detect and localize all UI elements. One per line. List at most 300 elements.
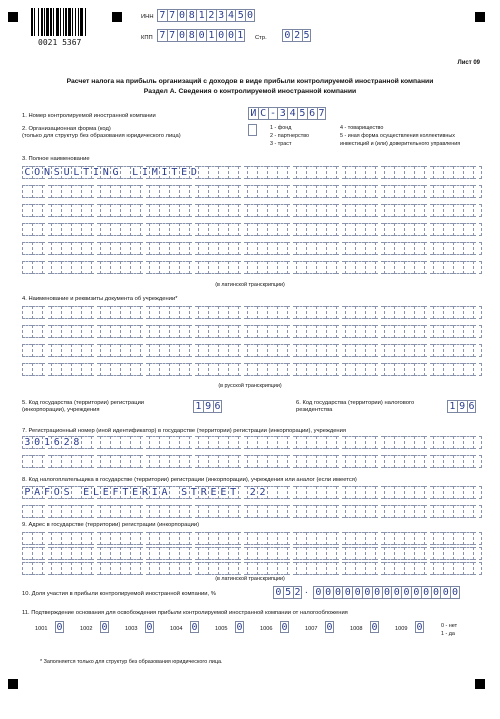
field-2-box[interactable] <box>248 124 257 136</box>
field-9-cell[interactable] <box>238 547 248 560</box>
field-3-cell[interactable] <box>218 242 228 255</box>
field-3-cell[interactable] <box>247 166 257 179</box>
field-3-cell[interactable] <box>267 242 277 255</box>
field-8-cell[interactable] <box>473 505 483 518</box>
field-1-char[interactable]: С <box>258 107 268 120</box>
field-3-cell[interactable] <box>394 261 404 274</box>
field-4-cell[interactable] <box>218 325 228 338</box>
field-4-cell[interactable] <box>326 325 336 338</box>
field-9-cell[interactable] <box>110 562 120 575</box>
field-8-cell[interactable]: 2 <box>247 486 257 499</box>
field-3-cell[interactable] <box>355 261 365 274</box>
field-4-cell[interactable] <box>365 363 375 376</box>
field-4-cell[interactable] <box>228 363 238 376</box>
field-4-cell[interactable] <box>257 325 267 338</box>
field-4-cell[interactable] <box>42 344 52 357</box>
field-9-cell[interactable] <box>110 547 120 560</box>
field-7-cell[interactable] <box>394 455 404 468</box>
field-7-cell[interactable] <box>463 436 473 449</box>
field-9-cell[interactable] <box>42 547 52 560</box>
field-3-cell[interactable] <box>110 242 120 255</box>
field-4-cell[interactable] <box>71 325 81 338</box>
field-9-cell[interactable] <box>473 532 483 545</box>
field-3-cell[interactable] <box>71 242 81 255</box>
field-9-cell[interactable] <box>120 547 130 560</box>
field-3-cell[interactable] <box>238 204 248 217</box>
field-7-cell[interactable] <box>394 436 404 449</box>
field-9-cell[interactable] <box>61 547 71 560</box>
field-3-cell[interactable] <box>473 261 483 274</box>
field-3-cell[interactable] <box>345 166 355 179</box>
field-4-cell[interactable] <box>355 306 365 319</box>
field-9-cell[interactable] <box>189 532 199 545</box>
field-4-cell[interactable] <box>120 363 130 376</box>
field-9-cell[interactable] <box>287 547 297 560</box>
field-3-cell[interactable] <box>473 185 483 198</box>
field-9-cell[interactable] <box>375 562 385 575</box>
field-4-cell[interactable] <box>42 363 52 376</box>
field-9-cell[interactable] <box>316 562 326 575</box>
page-digit[interactable]: 0 <box>282 29 292 42</box>
field-9-cell[interactable] <box>404 562 414 575</box>
field-7-cell[interactable] <box>208 436 218 449</box>
field-9-cell[interactable] <box>169 547 179 560</box>
field-3-cell[interactable] <box>130 242 140 255</box>
field-3-cell[interactable] <box>218 185 228 198</box>
field-9-cell[interactable] <box>296 532 306 545</box>
field-7-cell[interactable] <box>179 455 189 468</box>
inn-digit[interactable]: 8 <box>186 9 196 22</box>
field-9-cell[interactable] <box>404 547 414 560</box>
field-4-cell[interactable] <box>22 363 32 376</box>
field-4-cell[interactable] <box>51 363 61 376</box>
field-4-cell[interactable] <box>218 363 228 376</box>
field-7-row[interactable] <box>22 455 482 468</box>
field-3-cell[interactable] <box>433 242 443 255</box>
field-8-cell[interactable] <box>365 486 375 499</box>
field-3-cell[interactable] <box>267 261 277 274</box>
field-3-cell[interactable] <box>365 185 375 198</box>
field-8-cell[interactable] <box>306 486 316 499</box>
field-9-cell[interactable] <box>238 562 248 575</box>
field-3-cell[interactable] <box>100 223 110 236</box>
field-3-cell[interactable] <box>424 261 434 274</box>
field-3-cell[interactable] <box>218 261 228 274</box>
field-4-cell[interactable] <box>51 325 61 338</box>
field-7-cell[interactable] <box>71 455 81 468</box>
field-3-cell[interactable] <box>433 166 443 179</box>
field-7-cell[interactable] <box>453 455 463 468</box>
field-3-cell[interactable] <box>306 223 316 236</box>
field-11-code-box[interactable]: 0 <box>281 622 288 633</box>
field-3-cell[interactable] <box>100 185 110 198</box>
field-7-cell[interactable] <box>433 455 443 468</box>
field-1-char[interactable]: - <box>268 107 278 120</box>
field-7-cell[interactable] <box>384 436 394 449</box>
inn-digit[interactable]: 5 <box>235 9 245 22</box>
field-4-cell[interactable] <box>306 325 316 338</box>
field-7-cell[interactable] <box>91 455 101 468</box>
field-3-row[interactable] <box>22 185 482 198</box>
field-3-cell[interactable] <box>433 204 443 217</box>
field-7-cell[interactable] <box>296 455 306 468</box>
field-4-cell[interactable] <box>110 325 120 338</box>
field-3-cell[interactable] <box>316 242 326 255</box>
field-9-cell[interactable] <box>384 547 394 560</box>
field-10-frac-digit[interactable]: 0 <box>382 586 392 599</box>
field-3-cell[interactable] <box>384 185 394 198</box>
field-3-cell[interactable] <box>22 204 32 217</box>
field-3-cell[interactable] <box>189 185 199 198</box>
field-10-frac-digit[interactable]: 0 <box>431 586 441 599</box>
field-9-cell[interactable] <box>228 562 238 575</box>
field-3-cell[interactable] <box>433 185 443 198</box>
field-9-cell[interactable] <box>140 547 150 560</box>
field-4-cell[interactable] <box>140 344 150 357</box>
field-3-cell[interactable] <box>208 261 218 274</box>
field-3-cell[interactable] <box>71 223 81 236</box>
field-9-cell[interactable] <box>355 547 365 560</box>
field-4-cell[interactable] <box>130 306 140 319</box>
field-4-cell[interactable] <box>140 325 150 338</box>
field-3-cell[interactable] <box>140 223 150 236</box>
field-4-cell[interactable] <box>316 344 326 357</box>
field-3-cell[interactable] <box>336 166 346 179</box>
field-3-cell[interactable] <box>336 223 346 236</box>
field-3-cell[interactable] <box>91 185 101 198</box>
field-4-cell[interactable] <box>247 363 257 376</box>
field-4-cell[interactable] <box>345 325 355 338</box>
field-9-cell[interactable] <box>179 562 189 575</box>
field-8-cell[interactable] <box>316 486 326 499</box>
field-9-cell[interactable] <box>345 547 355 560</box>
field-8-cell[interactable]: R <box>198 486 208 499</box>
field-3-cell[interactable] <box>453 261 463 274</box>
field-4-cell[interactable] <box>22 306 32 319</box>
field-9-cell[interactable] <box>433 547 443 560</box>
field-3-cell[interactable] <box>208 166 218 179</box>
field-3-cell[interactable] <box>316 204 326 217</box>
field-9-cell[interactable] <box>375 532 385 545</box>
field-3-cell[interactable] <box>316 223 326 236</box>
field-8-cell[interactable]: E <box>130 486 140 499</box>
field-7-cell[interactable]: 1 <box>42 436 52 449</box>
field-4-cell[interactable] <box>424 344 434 357</box>
field-7-cell[interactable] <box>238 436 248 449</box>
field-7-cell[interactable] <box>159 455 169 468</box>
field-4-cell[interactable] <box>404 325 414 338</box>
field-3-cell[interactable]: C <box>22 166 32 179</box>
field-8-cell[interactable] <box>247 505 257 518</box>
field-9-cell[interactable] <box>453 562 463 575</box>
field-8-cell[interactable] <box>336 505 346 518</box>
field-3-cell[interactable] <box>120 166 130 179</box>
field-3-cell[interactable] <box>169 242 179 255</box>
field-3-cell[interactable] <box>355 204 365 217</box>
field-3-cell[interactable] <box>140 185 150 198</box>
field-8-cell[interactable] <box>316 505 326 518</box>
field-7-cell[interactable] <box>316 436 326 449</box>
field-8-cell[interactable] <box>61 505 71 518</box>
field-7-cell[interactable] <box>238 455 248 468</box>
field-4-cell[interactable] <box>100 325 110 338</box>
field-7-cell[interactable] <box>198 455 208 468</box>
field-4-cell[interactable] <box>42 306 52 319</box>
field-4-cell[interactable] <box>257 306 267 319</box>
field-7-cell[interactable] <box>198 436 208 449</box>
field-3-cell[interactable] <box>326 185 336 198</box>
field-4-cell[interactable] <box>336 363 346 376</box>
field-4-cell[interactable] <box>169 344 179 357</box>
field-8-cell[interactable] <box>238 505 248 518</box>
field-7-cell[interactable] <box>140 455 150 468</box>
field-4-cell[interactable] <box>463 344 473 357</box>
field-4-cell[interactable] <box>51 344 61 357</box>
field-3-cell[interactable] <box>404 261 414 274</box>
field-4-cell[interactable] <box>149 363 159 376</box>
field-3-cell[interactable] <box>473 242 483 255</box>
field-9-cell[interactable] <box>394 562 404 575</box>
field-3-cell[interactable] <box>375 242 385 255</box>
field-3-cell[interactable] <box>228 261 238 274</box>
field-7-cell[interactable] <box>218 436 228 449</box>
field-4-cell[interactable] <box>424 306 434 319</box>
field-4-cell[interactable] <box>257 344 267 357</box>
field-3-cell[interactable] <box>473 223 483 236</box>
field-10-int-digit[interactable]: 2 <box>294 587 301 598</box>
field-7-cell[interactable] <box>473 436 483 449</box>
field-11-code-box[interactable]: 0 <box>371 622 378 633</box>
field-4-cell[interactable] <box>120 325 130 338</box>
field-3-cell[interactable] <box>22 185 32 198</box>
field-4-cell[interactable] <box>404 363 414 376</box>
field-3-cell[interactable] <box>51 242 61 255</box>
field-7-cell[interactable] <box>120 455 130 468</box>
field-8-cell[interactable]: F <box>42 486 52 499</box>
field-3-cell[interactable] <box>473 166 483 179</box>
field-8-cell[interactable] <box>433 505 443 518</box>
field-3-cell[interactable] <box>326 204 336 217</box>
field-5-cells[interactable] <box>193 400 222 413</box>
field-7-cell[interactable] <box>32 455 42 468</box>
field-3-cell[interactable] <box>149 185 159 198</box>
field-7-cell[interactable] <box>130 436 140 449</box>
field-3-cell[interactable] <box>306 242 316 255</box>
field-3-cell[interactable] <box>257 204 267 217</box>
field-3-cell[interactable] <box>91 223 101 236</box>
field-5-digit[interactable]: 6 <box>214 401 221 412</box>
field-3-cell[interactable] <box>394 223 404 236</box>
field-9-cell[interactable] <box>91 532 101 545</box>
field-8-cell[interactable] <box>384 486 394 499</box>
field-3-cell[interactable] <box>355 242 365 255</box>
field-9-cell[interactable] <box>326 562 336 575</box>
field-7-cell[interactable] <box>355 436 365 449</box>
field-9-cell[interactable] <box>414 532 424 545</box>
field-9-cell[interactable] <box>22 562 32 575</box>
field-8-row[interactable] <box>22 505 482 518</box>
field-9-cell[interactable] <box>404 532 414 545</box>
field-8-cell[interactable] <box>473 486 483 499</box>
field-9-cell[interactable] <box>22 547 32 560</box>
field-8-cell[interactable]: E <box>100 486 110 499</box>
field-7-cell[interactable] <box>375 455 385 468</box>
field-3-cell[interactable] <box>247 223 257 236</box>
field-8-cell[interactable] <box>71 486 81 499</box>
field-8-cell[interactable] <box>404 486 414 499</box>
field-9-cell[interactable] <box>169 532 179 545</box>
field-8-cell[interactable] <box>189 505 199 518</box>
field-4-cell[interactable] <box>384 344 394 357</box>
field-4-cell[interactable] <box>61 306 71 319</box>
field-3-cell[interactable] <box>375 185 385 198</box>
field-7-cell[interactable] <box>91 436 101 449</box>
field-9-cell[interactable] <box>218 562 228 575</box>
field-3-row[interactable] <box>22 242 482 255</box>
field-4-cell[interactable] <box>81 363 91 376</box>
field-3-cell[interactable] <box>316 166 326 179</box>
field-8-cell[interactable] <box>140 505 150 518</box>
field-9-cell[interactable] <box>394 532 404 545</box>
field-6-digit[interactable]: 9 <box>457 400 467 413</box>
field-7-cell[interactable] <box>22 455 32 468</box>
field-4-cell[interactable] <box>384 325 394 338</box>
field-9-cell[interactable] <box>345 562 355 575</box>
field-7-cell[interactable] <box>51 455 61 468</box>
field-3-row[interactable] <box>22 204 482 217</box>
kpp-digit[interactable]: 0 <box>216 29 226 42</box>
field-7-cell[interactable] <box>365 436 375 449</box>
field-8-cell[interactable] <box>355 505 365 518</box>
field-7-cell[interactable]: 3 <box>22 436 32 449</box>
field-4-cell[interactable] <box>296 306 306 319</box>
field-3-cell[interactable] <box>169 223 179 236</box>
field-4-cell[interactable] <box>414 306 424 319</box>
field-4-cell[interactable] <box>149 306 159 319</box>
field-4-cell[interactable] <box>100 344 110 357</box>
inn-digit[interactable]: 4 <box>226 9 236 22</box>
field-10-frac-digit[interactable]: 0 <box>362 586 372 599</box>
field-8-cell[interactable] <box>443 486 453 499</box>
field-8-cell[interactable]: R <box>140 486 150 499</box>
field-3-cell[interactable] <box>179 242 189 255</box>
field-9-cell[interactable] <box>198 547 208 560</box>
field-3-cell[interactable] <box>267 204 277 217</box>
field-7-cell[interactable] <box>179 436 189 449</box>
field-9-cell[interactable] <box>218 532 228 545</box>
field-8-cell[interactable]: T <box>120 486 130 499</box>
field-8-cell[interactable] <box>306 505 316 518</box>
field-4-cell[interactable] <box>51 306 61 319</box>
field-9-cell[interactable] <box>443 547 453 560</box>
field-11-code-box[interactable]: 0 <box>236 622 243 633</box>
field-8-cell[interactable] <box>443 505 453 518</box>
field-9-cell[interactable] <box>257 562 267 575</box>
field-4-cell[interactable] <box>189 344 199 357</box>
field-4-cell[interactable] <box>453 325 463 338</box>
field-7-cell[interactable]: 0 <box>32 436 42 449</box>
field-4-cell[interactable] <box>414 344 424 357</box>
field-3-cell[interactable] <box>296 166 306 179</box>
field-3-row[interactable] <box>22 166 482 179</box>
field-3-cell[interactable] <box>287 204 297 217</box>
field-8-cell[interactable] <box>394 505 404 518</box>
field-3-cell[interactable] <box>296 204 306 217</box>
field-4-cell[interactable] <box>375 363 385 376</box>
field-3-cell[interactable] <box>22 223 32 236</box>
field-4-cell[interactable] <box>394 344 404 357</box>
field-3-cell[interactable] <box>189 242 199 255</box>
field-4-cell[interactable] <box>443 344 453 357</box>
field-3-cell[interactable] <box>91 204 101 217</box>
field-4-cell[interactable] <box>228 325 238 338</box>
field-3-cell[interactable] <box>414 185 424 198</box>
field-9-cell[interactable] <box>71 532 81 545</box>
field-3-cell[interactable] <box>365 204 375 217</box>
field-3-cell[interactable] <box>140 204 150 217</box>
field-3-cell[interactable] <box>336 242 346 255</box>
field-9-cell[interactable] <box>247 547 257 560</box>
field-9-cell[interactable] <box>81 532 91 545</box>
kpp-digit[interactable]: 7 <box>157 29 167 42</box>
field-8-cell[interactable] <box>326 486 336 499</box>
field-4-cell[interactable] <box>189 325 199 338</box>
field-3-cell[interactable] <box>424 242 434 255</box>
field-3-cell[interactable] <box>433 223 443 236</box>
field-3-cell[interactable] <box>169 204 179 217</box>
field-4-cell[interactable] <box>404 344 414 357</box>
field-10-frac-digit[interactable]: 0 <box>342 586 352 599</box>
field-4-cell[interactable] <box>316 325 326 338</box>
field-10-integer-cells[interactable] <box>273 586 302 599</box>
field-3-cell[interactable] <box>414 223 424 236</box>
field-3-cell[interactable]: G <box>110 166 120 179</box>
field-4-cell[interactable] <box>336 306 346 319</box>
field-3-cell[interactable] <box>277 166 287 179</box>
field-9-cell[interactable] <box>130 532 140 545</box>
field-9-cell[interactable] <box>345 532 355 545</box>
field-4-cell[interactable] <box>287 306 297 319</box>
field-8-cell[interactable]: F <box>110 486 120 499</box>
field-4-cell[interactable] <box>228 344 238 357</box>
field-4-cell[interactable] <box>257 363 267 376</box>
field-4-cell[interactable] <box>208 306 218 319</box>
field-9-cell[interactable] <box>306 532 316 545</box>
field-4-cell[interactable] <box>287 363 297 376</box>
field-3-cell[interactable] <box>91 261 101 274</box>
field-3-cell[interactable]: I <box>140 166 150 179</box>
field-4-cell[interactable] <box>91 325 101 338</box>
field-3-cell[interactable] <box>179 185 189 198</box>
field-9-cell[interactable] <box>130 562 140 575</box>
field-3-cell[interactable] <box>404 185 414 198</box>
field-3-cell[interactable]: N <box>42 166 52 179</box>
field-4-cell[interactable] <box>179 344 189 357</box>
field-7-cell[interactable] <box>81 436 91 449</box>
field-3-cell[interactable]: I <box>91 166 101 179</box>
field-4-cell[interactable] <box>208 363 218 376</box>
field-7-cell[interactable]: 6 <box>51 436 61 449</box>
field-10-int-digit[interactable]: 0 <box>273 586 283 599</box>
field-9-cell[interactable] <box>247 562 257 575</box>
field-4-cell[interactable] <box>384 363 394 376</box>
field-3-cell[interactable] <box>453 185 463 198</box>
field-7-cell[interactable] <box>159 436 169 449</box>
field-3-cell[interactable] <box>443 166 453 179</box>
field-3-cell[interactable] <box>71 204 81 217</box>
field-3-cell[interactable] <box>228 166 238 179</box>
field-9-cell[interactable] <box>198 562 208 575</box>
